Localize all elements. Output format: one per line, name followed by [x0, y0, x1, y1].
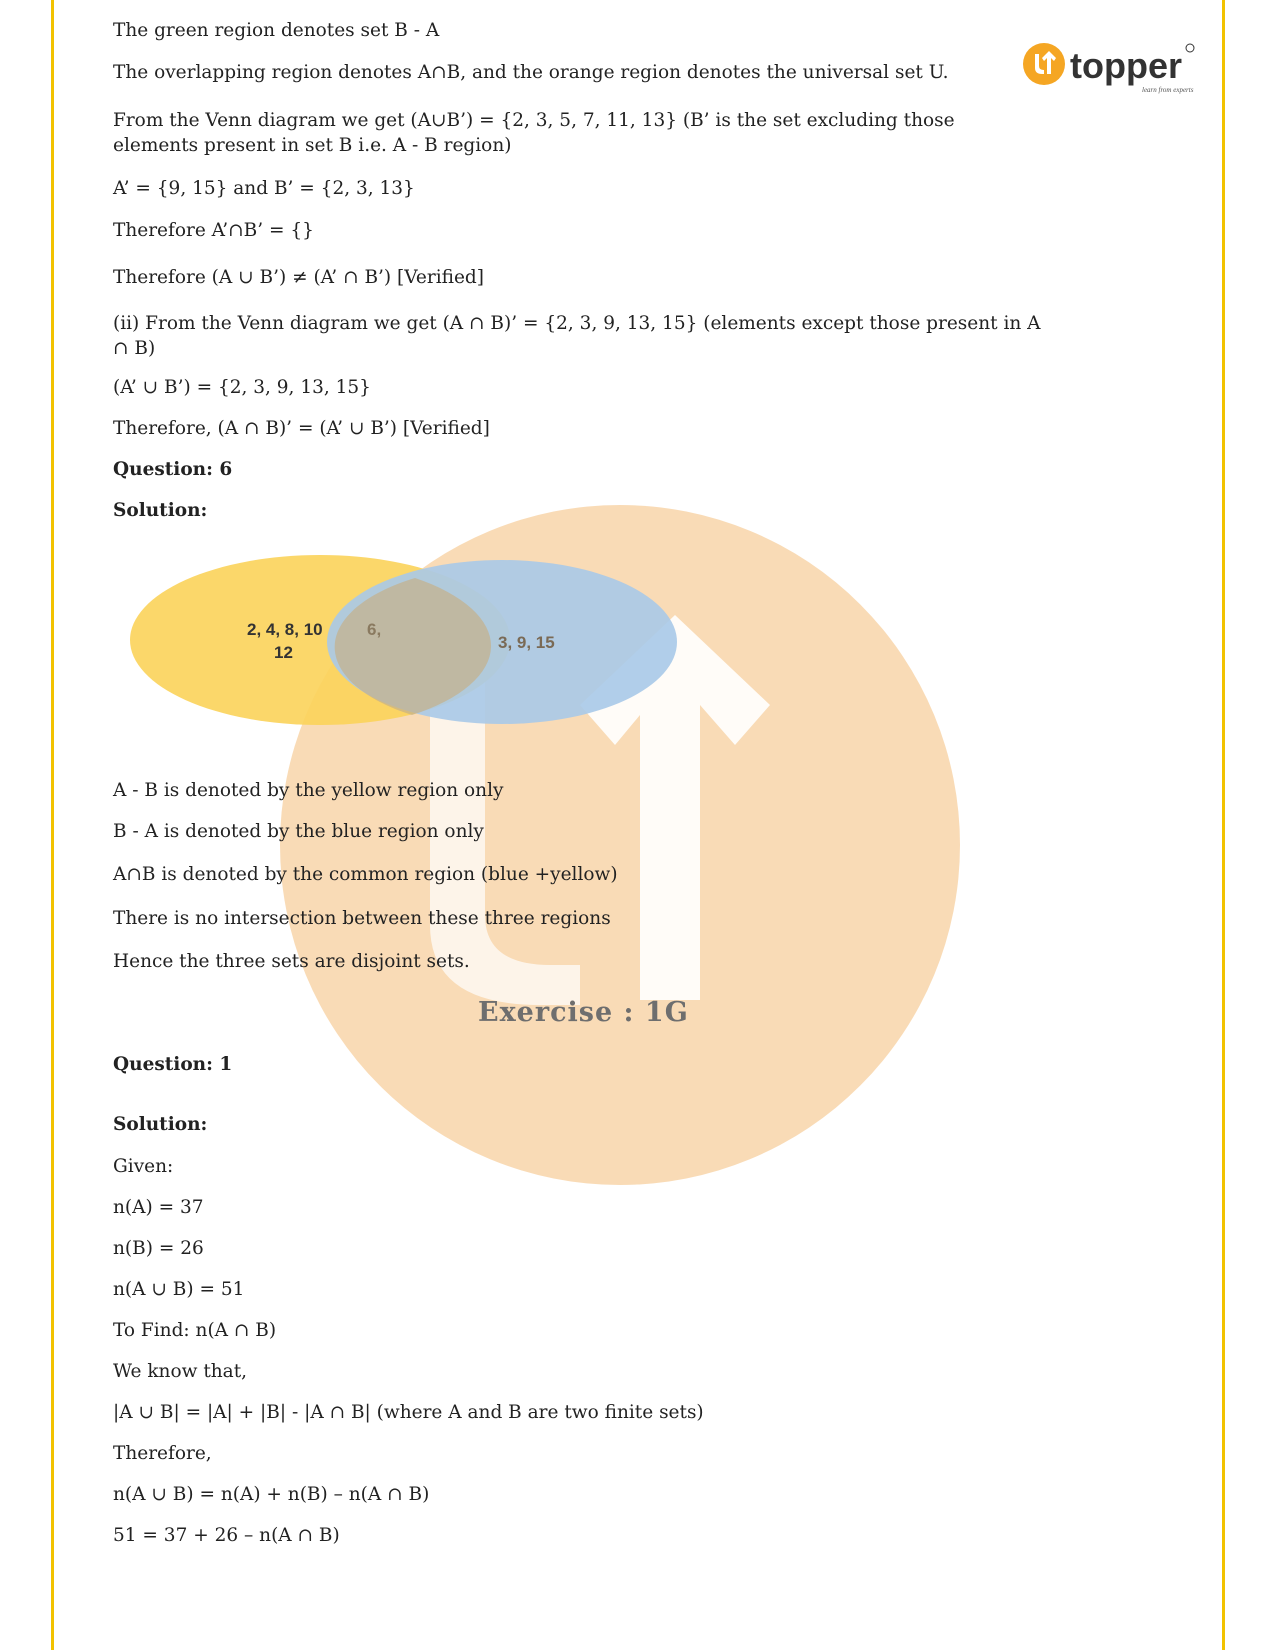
text-line: There is no intersection between these three regions — [113, 908, 611, 929]
text-line: n(B) = 26 — [113, 1238, 204, 1259]
text-line: A∩B is denoted by the common region (blue +yellow) — [113, 864, 618, 885]
question-heading: Question: 6 — [113, 459, 233, 480]
text-paragraph: From the Venn diagram we get (A∪B’) = {2, 3, 5, 7, 11, 13} (B’ is the set excluding those elements present in set B i.e. A - B region) — [113, 110, 955, 156]
text-line: 51 = 37 + 26 – n(A ∩ B) — [113, 1525, 340, 1546]
text-line: A’ = {9, 15} and B’ = {2, 3, 13} — [113, 178, 415, 199]
venn-diagram — [120, 550, 700, 740]
page-border-left — [51, 0, 54, 1650]
overlap-label: 6, — [367, 620, 382, 639]
text-line: |A ∪ B| = |A| + |B| - |A ∩ B| (where A and B are two finite sets) — [113, 1402, 704, 1423]
left-label-2: 12 — [274, 643, 293, 662]
text-line: We know that, — [113, 1361, 248, 1382]
text-line: Hence the three sets are disjoint sets. — [113, 951, 470, 972]
exercise-heading: Exercise : 1G — [478, 997, 689, 1028]
text-line: To Find: n(A ∩ B) — [113, 1320, 277, 1341]
text-line: Therefore, — [113, 1443, 212, 1464]
text-line: Therefore, (A ∩ B)’ = (A’ ∪ B’) [Verified] — [113, 418, 490, 439]
text-paragraph: (ii) From the Venn diagram we get (A ∩ B)’ = {2, 3, 9, 13, 15} (elements except those present in A ∩ B) — [113, 313, 1041, 359]
text-line: (A’ ∪ B’) = {2, 3, 9, 13, 15} — [113, 377, 371, 398]
text-line: The overlapping region denotes A∩B, and the orange region denotes the universal set U. — [113, 62, 949, 83]
svg-text:topper: topper — [1070, 45, 1182, 86]
text-line: n(A ∪ B) = 51 — [113, 1279, 245, 1300]
question-heading: Question: 1 — [113, 1054, 233, 1075]
topper-logo-icon — [1022, 40, 1202, 96]
text-line: n(A ∪ B) = n(A) + n(B) – n(A ∩ B) — [113, 1484, 430, 1505]
solution-heading: Solution: — [113, 500, 208, 521]
text-line: The green region denotes set B - A — [113, 20, 440, 41]
text-line: Therefore A’∩B’ = {} — [113, 220, 314, 241]
text-line: Therefore (A ∪ B’) ≠ (A’ ∩ B’) [Verified] — [113, 267, 484, 288]
text-line: B - A is denoted by the blue region only — [113, 821, 484, 842]
page-border-right — [1222, 0, 1225, 1650]
text-line: n(A) = 37 — [113, 1197, 204, 1218]
text-line: Given: — [113, 1156, 174, 1177]
svg-text:learn from experts: learn from experts — [1142, 86, 1194, 94]
solution-heading: Solution: — [113, 1114, 208, 1135]
text-line: A - B is denoted by the yellow region only — [113, 780, 504, 801]
left-label-1: 2, 4, 8, 10 — [247, 620, 323, 639]
right-label: 3, 9, 15 — [498, 633, 555, 652]
topper-logo — [1022, 40, 1202, 96]
